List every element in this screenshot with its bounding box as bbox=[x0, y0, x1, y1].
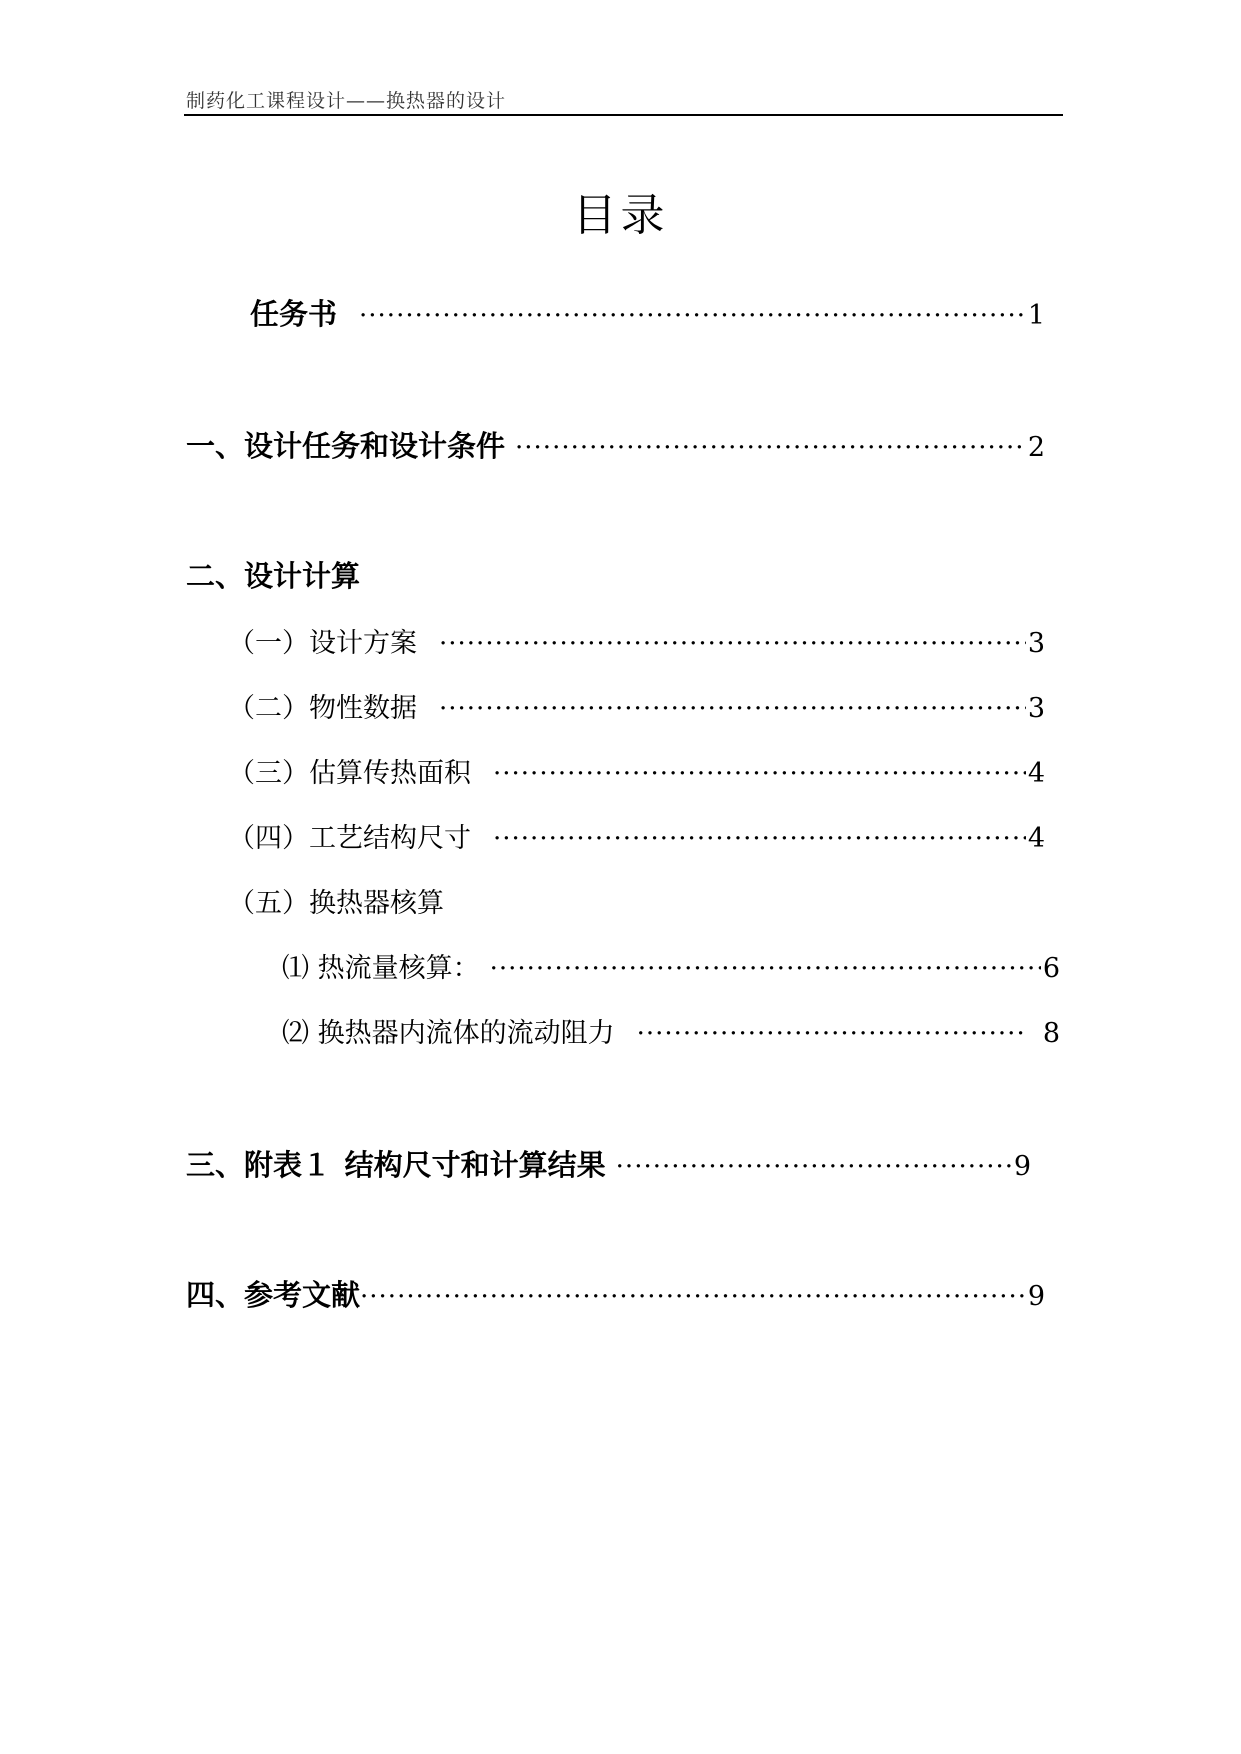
toc-label: （五）换热器核算 bbox=[228, 888, 444, 919]
toc-label: 任务书 bbox=[250, 297, 338, 331]
toc-leader bbox=[360, 1282, 1026, 1312]
toc-label: ⑴ 热流量核算： bbox=[282, 953, 480, 984]
toc-label: （四）工艺结构尺寸 bbox=[228, 823, 471, 854]
running-header: 制药化工课程设计——换热器的设计 bbox=[186, 90, 507, 112]
toc-page-number: 9 bbox=[1027, 1281, 1045, 1312]
toc-leader bbox=[359, 301, 1026, 331]
toc-entry-task-book[interactable] bbox=[250, 292, 1045, 333]
toc-page-number: 9 bbox=[1013, 1151, 1031, 1182]
toc-entry-heat-area[interactable] bbox=[228, 751, 1045, 790]
toc-entry-section-3[interactable] bbox=[186, 1143, 1031, 1184]
toc-label: 二、设计计算 bbox=[186, 559, 361, 593]
toc-entry-physical-data[interactable] bbox=[228, 686, 1045, 725]
toc-entry-section-4[interactable] bbox=[186, 1273, 1045, 1314]
toc-entry-flow-resistance[interactable] bbox=[282, 1011, 1060, 1050]
toc-leader bbox=[515, 433, 1026, 463]
toc-entry-section-1[interactable] bbox=[186, 424, 1045, 465]
toc-entry-exchanger-check[interactable] bbox=[228, 881, 1045, 920]
toc-page-number: 4 bbox=[1027, 758, 1045, 789]
toc-label: （二）物性数据 bbox=[228, 693, 417, 724]
toc-leader bbox=[439, 694, 1026, 724]
toc-label: （一）设计方案 bbox=[228, 628, 417, 659]
toc-page-number: 1 bbox=[1027, 300, 1045, 331]
toc-label: （三）估算传热面积 bbox=[228, 758, 471, 789]
toc-page-number: 4 bbox=[1027, 823, 1045, 854]
toc-label: ⑵ 换热器内流体的流动阻力 bbox=[282, 1018, 615, 1049]
toc-leader bbox=[493, 824, 1026, 854]
toc-page-number: 2 bbox=[1027, 432, 1045, 463]
toc-label: 一、设计任务和设计条件 bbox=[186, 429, 506, 463]
toc-leader bbox=[490, 954, 1041, 984]
toc-entry-structure-size[interactable] bbox=[228, 816, 1045, 855]
toc-label: 四、参考文献 bbox=[186, 1278, 361, 1312]
toc-page-number: 3 bbox=[1027, 628, 1045, 659]
toc-entry-section-2[interactable] bbox=[186, 554, 1045, 595]
toc-label-prefix: 三、附表１ bbox=[186, 1148, 332, 1182]
toc-leader bbox=[493, 759, 1026, 789]
toc-page-number: 6 bbox=[1042, 953, 1060, 984]
toc-leader bbox=[439, 629, 1026, 659]
toc-entry-heat-flow-check[interactable] bbox=[282, 946, 1060, 985]
page-title: 目录 bbox=[572, 190, 669, 242]
toc-label: 结构尺寸和计算结果 bbox=[344, 1148, 606, 1182]
toc-page-number: 3 bbox=[1027, 693, 1045, 724]
header-rule bbox=[184, 114, 1063, 116]
toc-leader bbox=[637, 1019, 1025, 1049]
toc-page-number: 8 bbox=[1042, 1018, 1060, 1049]
toc-leader bbox=[616, 1152, 1012, 1182]
toc-entry-design-scheme[interactable] bbox=[228, 621, 1045, 660]
